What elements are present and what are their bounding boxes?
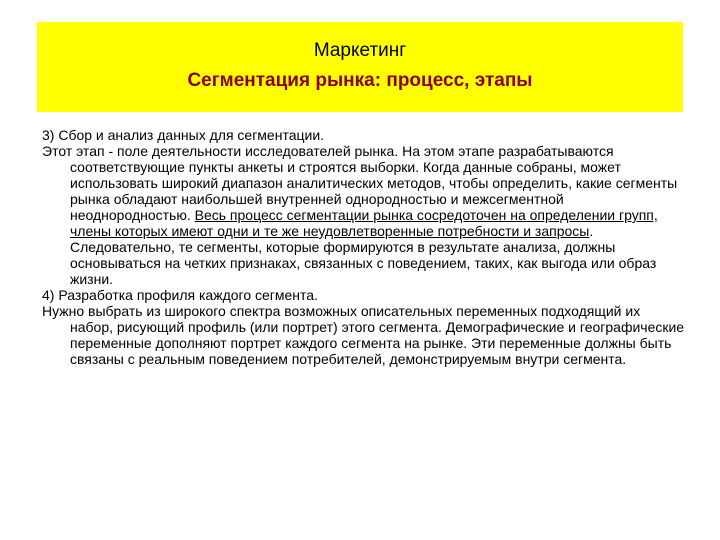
step3-text-b: . Следовательно, те сегменты, которые формируются в результате анализа, должны основываться на четких признаках, связанных с поведением, таких, как выгода или образ жизни. [70, 223, 657, 287]
step3-paragraph [42, 143, 687, 287]
step4-paragraph: Нужно выбрать из широкого спектра возможных описательных переменных подходящий их набор, рисующий профиль (или портрет) этого сегмента. Демографические и географические переменные дополняют портрет каждого сегмента на рынке. Эти переменные должны быть связаны с реальным поведением потребителей, демонстрируемым внутри сегмента. [42, 303, 685, 367]
title-banner [37, 22, 683, 112]
step3-text-a: Этот этап - поле деятельности исследователей рынка. На этом этапе разрабатываются соответствующие пункты анкеты и строятся выборки. Когда данные собраны, может использовать широкий диапазон аналитических методов, чтобы определить, какие сегменты рынка обладают наибольшей внутренней однородностью и межсегментной неоднородностью. [42, 143, 678, 223]
step4-heading: 4) Разработка профиля каждого сегмента. [42, 287, 318, 303]
slide-body [42, 127, 687, 367]
step3-heading: 3) Сбор и анализ данных для сегментации. [42, 127, 325, 143]
slide-title: Маркетинг [313, 40, 407, 61]
slide-subtitle: Сегментация рынка: процесс, этапы [187, 70, 533, 91]
step3-underlined-text: Весь процесс сегментации рынка сосредоточен на определении групп, члены которых имеют одни и те же неудовлетворенные потребности и запросы [70, 207, 658, 239]
